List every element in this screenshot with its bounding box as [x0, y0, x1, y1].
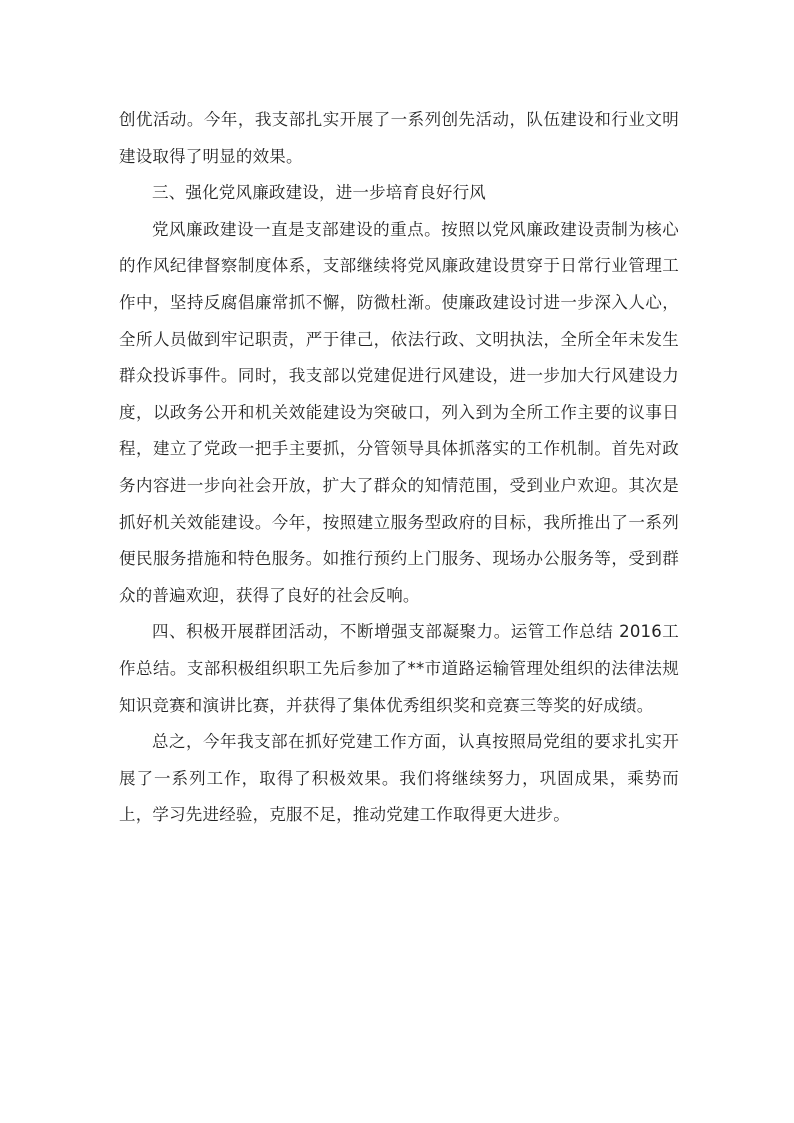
paragraph-integrity: 党风廉政建设一直是支部建设的重点。按照以党风廉政建设责制为核心的作风纪律督察制度体系，支部继续将党风廉政建设贯穿于日常行业管理工作中，坚持反腐倡廉常抓不懈，防微杜渐。使廉政建设讨进一步深入人心，全所人员做到牢记职责，严于律己，依法行政、文明执法，全所全年未发生群众投诉事件。同时，我支部以党建促进行风建设，进一步加大行风建设力度，以政务公开和机关效能建设为突破口，列入到为全所工作主要的议事日程，建立了党政一把手主要抓，分管领导具体抓落实的工作机制。首先对政务内容进一步向社会开放，扩大了群众的知情范围，受到业户欢迎。其次是抓好机关效能建设。今年，按照建立服务型政府的目标，我所推出了一系列便民服务措施和特色服务。如推行预约上门服务、现场办公服务等，受到群众的普遍欢迎，获得了良好的社会反响。 — [119, 219, 679, 605]
document-body — [119, 102, 679, 834]
section-heading-3: 三、强化党风廉政建设，进一步培育良好行风 — [152, 183, 486, 203]
section-heading-4: 四、积极开展群团活动，不断增强支部凝聚力。运管工作总结 2016工作总结。支部积极组织职工先后参加了**市道路运输管理处组织的法律法规知识竞赛和演讲比赛，并获得了集体优秀组织奖和竞赛三等奖的好成绩。 — [119, 622, 679, 715]
paragraph-continuation: 创优活动。今年，我支部扎实开展了一系列创先活动，队伍建设和行业文明建设取得了明显的效果。 — [119, 110, 679, 166]
paragraph-summary: 总之，今年我支部在抓好党建工作方面，认真按照局党组的要求扎实开展了一系列工作，取得了积极效果。我们将继续努力，巩固成果，乘势而上，学习先进经验，克服不足，推动党建工作取得更大进步。 — [119, 732, 679, 825]
